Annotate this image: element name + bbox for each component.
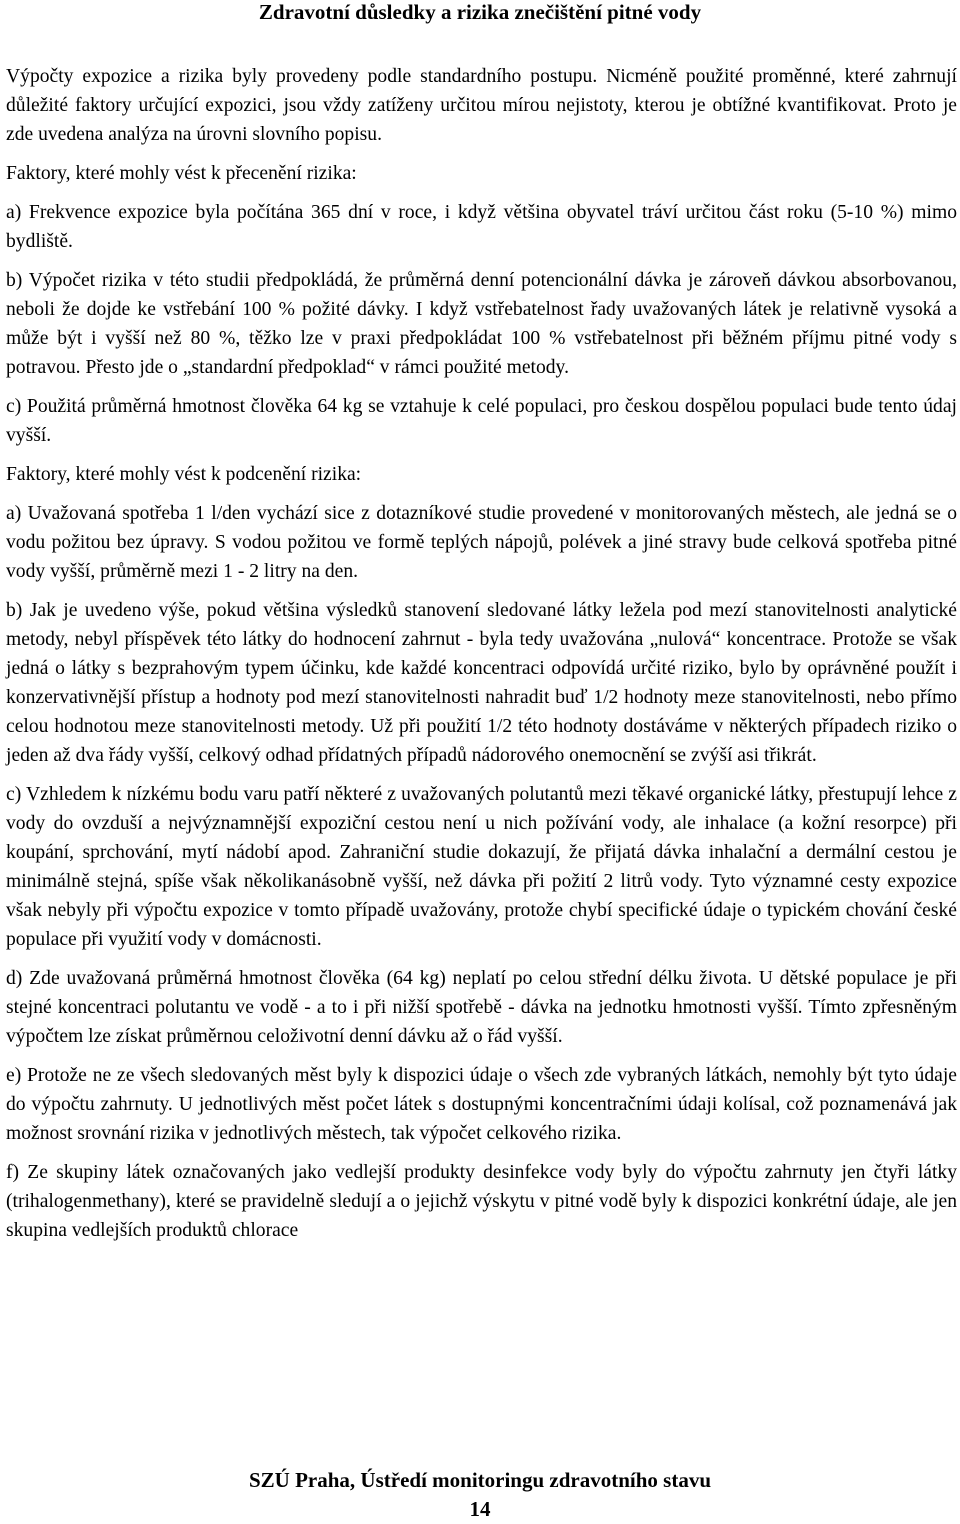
paragraph-under-c: c) Vzhledem k nízkému bodu varu patří některé z uvažovaných polutantů mezi těkavé organické látky, přestupují lehce z vody do ovzduší a nejvýznamnější expoziční cestou není u nich požívání vody, ale inhalace (a kožní resorpce) při koupání, sprchování, mytí nádobí apod. Zahraniční studie dokazují, že přijatá dávka inhalační a dermální cestou je minimálně stejná, spíše však několikanásobně vyšší, než dávka při požití 2 litrů vody. Tyto významné cesty expozice však nebyly při výpočtu expozice v tomto případě uvažovány, protože chybí specifické údaje o typickém chování české populace při využití vody v domácnosti. <box>6 784 957 950</box>
paragraph-over-b: b) Výpočet rizika v této studii předpokládá, že průměrná denní potencionální dávka je zároveň dávkou absorbovanou, neboli že dojde ke vstřebání 100 % požité dávky. I když vstřebatelnost řady uvažovaných látek je relativně vysoká a může být i vyšší než 80 %, těžko lze v praxi předpokládat 100 % vstřebatelnost při běžném příjmu pitné vody s potravou. Přesto jde o „standardní předpoklad“ v rámci použité metody. <box>6 270 957 378</box>
paragraph-under-d: d) Zde uvažovaná průměrná hmotnost člověka (64 kg) neplatí po celou střední délku života. U dětské populace je při stejné koncentraci polutantu ve vodě - a to i při nižší spotřebě - dávka na jednotku hmotnosti vyšší. Tímto zpřesněným výpočtem lze získat průměrnou celoživotní denní dávku až o řád vyšší. <box>6 968 957 1047</box>
paragraph-over-a: a) Frekvence expozice byla počítána 365 dní v roce, i když většina obyvatel tráví určitou část roku (5-10 %) mimo bydliště. <box>6 202 957 252</box>
paragraph-under-e: e) Protože ne ze všech sledovaných měst byly k dispozici údaje o všech zde vybraných látkách, nemohly být tyto údaje do výpočtu zahrnuty. U jednotlivých měst počet látek s dostupnými koncentračními údaji kolísal, což poznamenává jak možnost srovnání rizika v jednotlivých městech, tak výpočet celkového rizika. <box>6 1065 957 1144</box>
paragraph-over-c: c) Použitá průměrná hmotnost člověka 64 kg se vztahuje k celé populaci, pro českou dospělou populaci bude tento údaj vyšší. <box>6 396 957 446</box>
heading-overestimation-factors: Faktory, které mohly vést k přecenění rizika: <box>6 163 357 184</box>
document-title: Zdravotní důsledky a rizika znečištění pitné vody <box>258 0 702 24</box>
page-footer <box>0 1466 960 1524</box>
page-header <box>0 0 960 24</box>
heading-underestimation-factors: Faktory, které mohly vést k podcenění rizika: <box>6 464 362 485</box>
document-body <box>6 62 957 1255</box>
paragraph-under-a: a) Uvažovaná spotřeba 1 l/den vychází sice z dotazníkové studie provedené v monitorovaných městech, ale jedná se o vodu požitou bez úpravy. S vodou požitou ve formě teplých nápojů, polévek a jiné stravy bude celková spotřeba pitné vody vyšší, průměrně mezi 1 - 2 litry na den. <box>6 503 957 582</box>
page-number: 14 <box>469 1497 491 1521</box>
paragraph-under-f: f) Ze skupiny látek označovaných jako vedlejší produkty desinfekce vody byly do výpočtu zahrnuty jen čtyři látky (trihalogenmethany), které se pravidelně sledují a o jejichž výskytu v pitné vodě byly k dispozici konkrétní údaje, ale jen skupina vedlejších produktů chlorace <box>6 1162 957 1241</box>
paragraph-intro: Výpočty expozice a rizika byly provedeny podle standardního postupu. Nicméně použité proměnné, které zahrnují důležité faktory určující expozici, jsou vždy zatíženy určitou mírou nejistoty, kterou je obtížné kvantifikovat. Proto je zde uvedena analýza na úrovni slovního popisu. <box>6 66 957 145</box>
paragraph-under-b: b) Jak je uvedeno výše, pokud většina výsledků stanovení sledované látky ležela pod mezí stanovitelnosti analytické metody, nebyl příspěvek této látky do hodnocení zahrnut - byla tedy uvažována „nulová“ koncentrace. Protože se však jedná o látky s bezprahovým typem účinku, kde každé koncentraci odpovídá určité riziko, bylo by oprávněné použít i konzervativnější přístup a hodnoty pod mezí stanovitelnosti nahradit buď 1/2 hodnoty meze stanovitelnosti, nebo přímo celou hodnotou meze stanovitelnosti metody. Už při použití 1/2 této hodnoty dostáváme v některých případech riziko o jeden až dva řády vyšší, celkový odhad přídatných případů nádorového onemocnění se zvýší asi třikrát. <box>6 600 957 766</box>
footer-institution: SZÚ Praha, Ústředí monitoringu zdravotního stavu <box>248 1468 712 1492</box>
